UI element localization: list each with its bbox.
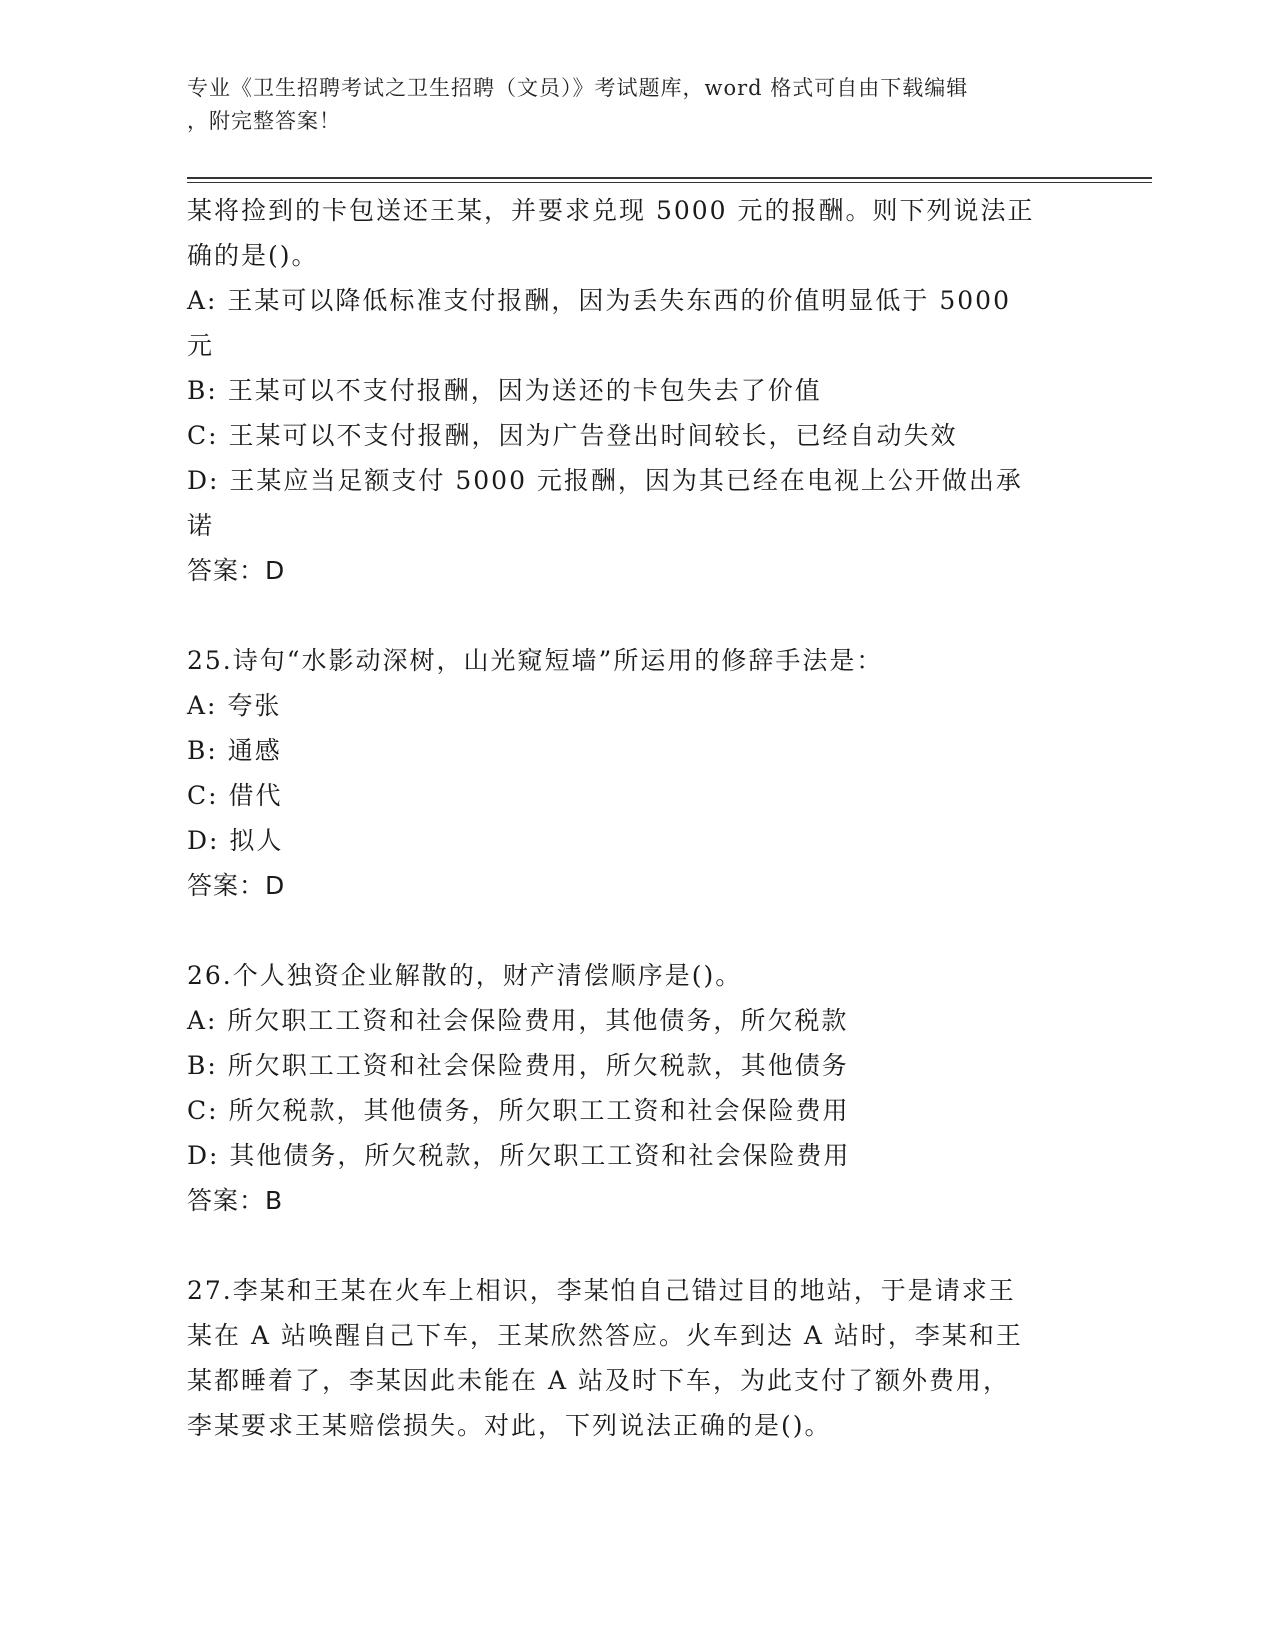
option-a: A: 所欠职工工资和社会保险费用，其他债务，所欠税款	[187, 1006, 849, 1035]
option-a: A: 夸张	[187, 691, 282, 720]
question-stem: 27.李某和王某在火车上相识，李某怕自己错过目的地站，于是请求王	[187, 1276, 1016, 1305]
question-24	[187, 188, 1087, 593]
option-b: B: 通感	[187, 736, 282, 765]
question-content	[187, 188, 1087, 1448]
header-line: 专业《卫生招聘考试之卫生招聘（文员）》考试题库，word 格式可自由下载编辑	[187, 76, 969, 100]
option-c: C: 借代	[187, 781, 283, 810]
question-stem: 25.诗句“水影动深树，山光窥短墙”所运用的修辞手法是：	[187, 646, 884, 675]
option-a: 元	[187, 331, 215, 360]
answer: 答案：D	[187, 871, 286, 900]
question-stem: 某将捡到的卡包送还王某，并要求兑现 5000 元的报酬。则下列说法正	[187, 196, 1035, 225]
header-divider-thick	[187, 177, 1152, 179]
header-divider-thin	[187, 182, 1152, 183]
answer: 答案：B	[187, 1186, 284, 1215]
question-25	[187, 638, 1087, 908]
option-b: B: 王某可以不支付报酬，因为送还的卡包失去了价值	[187, 376, 822, 405]
option-d: D: 王某应当足额支付 5000 元报酬，因为其已经在电视上公开做出承	[187, 466, 1023, 495]
option-b: B: 所欠职工工资和社会保险费用，所欠税款，其他债务	[187, 1051, 849, 1080]
option-c: C: 所欠税款，其他债务，所欠职工工资和社会保险费用	[187, 1096, 850, 1125]
answer: 答案：D	[187, 556, 286, 585]
question-stem: 某都睡着了，李某因此未能在 A 站及时下车，为此支付了额外费用，	[187, 1366, 1010, 1395]
option-a: A: 王某可以降低标准支付报酬，因为丢失东西的价值明显低于 5000	[187, 286, 1011, 315]
question-stem: 某在 A 站唤醒自己下车，王某欣然答应。火车到达 A 站时，李某和王	[187, 1321, 1023, 1350]
question-stem: 李某要求王某赔偿损失。对此，下列说法正确的是()。	[187, 1411, 832, 1440]
question-stem: 26.个人独资企业解散的，财产清偿顺序是()。	[187, 961, 743, 990]
question-26	[187, 953, 1087, 1223]
option-c: C: 王某可以不支付报酬，因为广告登出时间较长，已经自动失效	[187, 421, 958, 450]
page-header	[187, 72, 1087, 138]
option-d: D: 其他债务，所欠税款，所欠职工工资和社会保险费用	[187, 1141, 851, 1170]
option-d: D: 拟人	[187, 826, 284, 855]
header-line: ，附完整答案！	[187, 109, 341, 133]
question-27	[187, 1268, 1087, 1448]
option-d: 诺	[187, 511, 215, 540]
question-stem: 确的是()。	[187, 241, 319, 270]
